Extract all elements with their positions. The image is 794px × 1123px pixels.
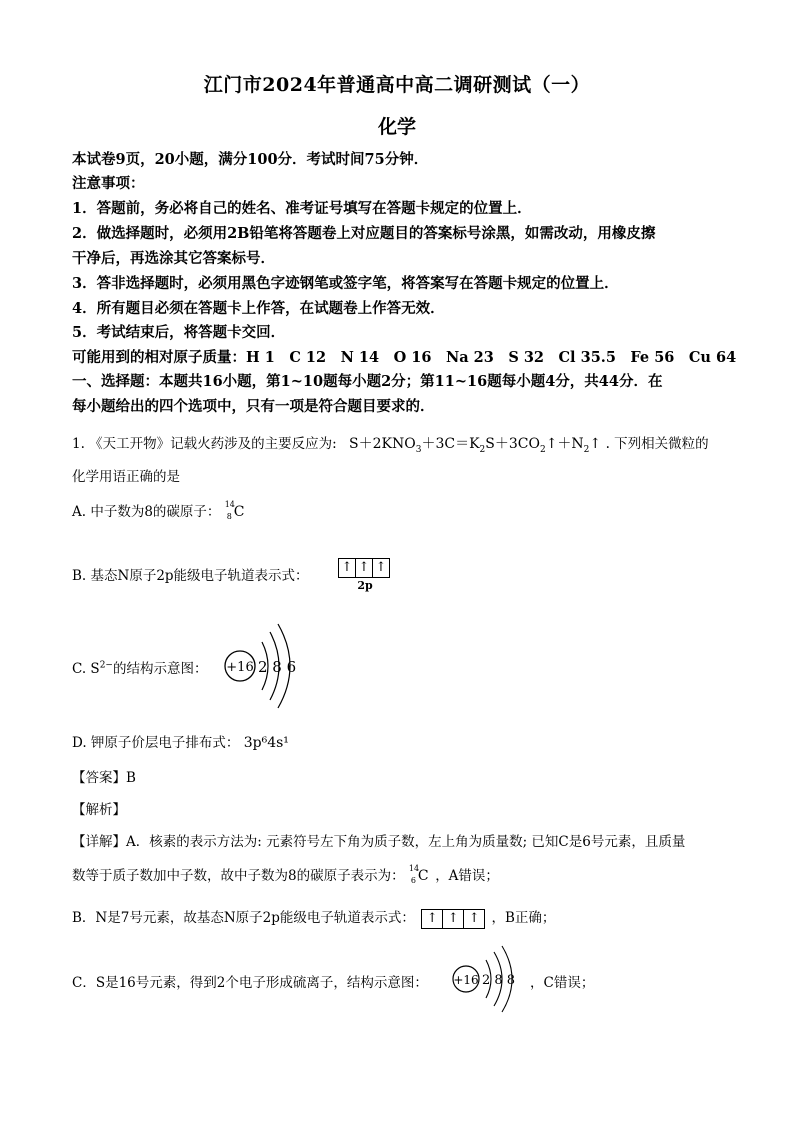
eq-part: ↑＋N xyxy=(545,436,584,452)
detail-a-text: 数等于质子数加中子数，故中子数为8的碳原子表示为： xyxy=(72,868,405,884)
detail-b-text: ，B正确； xyxy=(491,910,556,926)
option-b xyxy=(72,564,309,584)
question-1-stem-suffix: . 下列相关微粒的 xyxy=(605,436,709,452)
nucleus-charge: +16 xyxy=(453,973,479,987)
nucleus-charge: +16 xyxy=(226,660,254,675)
question-1-stem-prefix: 1. 《天工开物》记载火药涉及的主要反应为: xyxy=(72,436,337,452)
detail-a-line1: 【详解】A．核素的表示方法为: 元素符号左下角为质子数，左上角为质量数; 已知C是6号元素，且质量 xyxy=(72,834,686,850)
analysis-heading: 【解析】 xyxy=(72,802,126,818)
reaction-equation xyxy=(349,436,606,455)
atomic-number: 8 xyxy=(226,511,232,521)
option-c-structure-diagram xyxy=(220,620,310,710)
spin-up-arrow-icon: ↑ xyxy=(339,559,356,577)
answer: 【答案】B xyxy=(72,770,136,786)
option-b-text: B. 基态N原子2p能级电子轨道表示式： xyxy=(72,568,309,584)
detail-c-structure-diagram xyxy=(448,944,530,1014)
notice-2: 2．做选择题时，必须用2B铅笔将答题卷上对应题目的答案标号涂黑，如需改动，用橡皮擦 xyxy=(72,225,656,242)
option-d xyxy=(72,731,289,751)
spin-up-arrow-icon: ↑ xyxy=(356,559,373,577)
eq-sub: 3 xyxy=(415,444,422,455)
eq-part: ↑ xyxy=(589,436,602,452)
orbital-box-group xyxy=(338,558,390,578)
option-c-text: C. S xyxy=(72,661,100,677)
spin-up-arrow-icon: ↑ xyxy=(375,559,387,575)
spin-up-arrow-icon: ↑ xyxy=(443,910,464,928)
section1-instructions-cont: 每小题给出的四个选项中，只有一项是符合题目要求的． xyxy=(72,398,435,415)
notice-4: 4．所有题目必须在答题卡上作答，在试题卷上作答无效． xyxy=(72,300,445,317)
section1-instructions: 一、选择题：本题共16小题，第1~10题每小题2分；第11~16题每小题4分，共44分．在 xyxy=(72,373,663,390)
orbital-label: 2p xyxy=(357,578,373,592)
notice-5: 5．考试结束后，将答题卡交回． xyxy=(72,324,286,341)
detail-c-suffix: ，C错误； xyxy=(530,975,595,991)
eq-sub: 2 xyxy=(583,444,590,455)
notice-heading: 注意事项： xyxy=(72,175,145,192)
option-d-config: 3p⁶4s¹ xyxy=(243,735,289,751)
notice-2-cont: 干净后，再选涂其它答案标号． xyxy=(72,250,275,267)
notice-3: 3．答非选择题时，必须用黑色字迹钢笔或签字笔，将答案写在答题卡规定的位置上． xyxy=(72,275,619,292)
option-c-text: 的结构示意图： xyxy=(112,661,208,677)
electron-shell-counts: 2 8 6 xyxy=(258,658,297,676)
option-a-text: A. 中子数为8的碳原子： xyxy=(72,504,221,520)
mass-number: 14 xyxy=(408,863,420,873)
eq-sub: 2 xyxy=(539,444,546,455)
detail-a-nuclide xyxy=(408,863,431,886)
atomic-masses: 可能用到的相对原子质量：H 1 C 12 N 14 O 16 Na 23 S 32 Cl 35.5 Fe 56 Cu 64 xyxy=(72,349,737,366)
eq-part: ＋3C＝K xyxy=(421,436,480,452)
detail-a-line2 xyxy=(72,864,499,886)
option-a xyxy=(72,500,247,522)
mass-number: 14 xyxy=(224,499,235,509)
spin-up-arrow-icon: ↑ xyxy=(422,910,443,928)
element-symbol: C xyxy=(233,503,245,520)
detail-b-text: B．N是7号元素，故基态N原子2p能级电子轨道表示式： xyxy=(72,910,415,926)
detail-b xyxy=(72,906,555,929)
eq-part: S＋3CO xyxy=(485,436,540,452)
element-symbol: C xyxy=(417,867,429,884)
detail-c xyxy=(72,971,428,991)
question-1-stem xyxy=(72,432,709,455)
exam-subject: 化学 xyxy=(377,116,416,138)
atomic-number: 6 xyxy=(410,875,416,885)
notice-1: 1．答题前，务必将自己的姓名、准考证号填写在答题卡规定的位置上． xyxy=(72,200,532,217)
exam-info: 本试卷9页，20小题，满分100分．考试时间75分钟． xyxy=(72,151,429,168)
detail-c-text: C．S是16号元素，得到2个电子形成硫离子，结构示意图： xyxy=(72,975,428,991)
exam-title: 江门市2024年普通高中高二调研测试（一） xyxy=(203,74,591,96)
electron-shell-counts: 2 8 8 xyxy=(482,973,516,988)
question-1-stem-line2: 化学用语正确的是 xyxy=(72,469,180,485)
eq-sub: 2 xyxy=(479,444,486,455)
detail-a-text: ，A错误； xyxy=(435,868,499,884)
detail-b-orbital-diagram xyxy=(421,909,485,929)
eq-part: S＋2KNO xyxy=(349,436,416,452)
option-c xyxy=(72,657,207,677)
option-d-text: D. 钾原子价层电子排布式： xyxy=(72,735,240,751)
option-b-orbital-diagram xyxy=(338,557,392,592)
option-a-nuclide xyxy=(224,499,247,522)
spin-up-arrow-icon: ↑ xyxy=(468,910,480,926)
option-c-charge: 2− xyxy=(99,660,113,671)
